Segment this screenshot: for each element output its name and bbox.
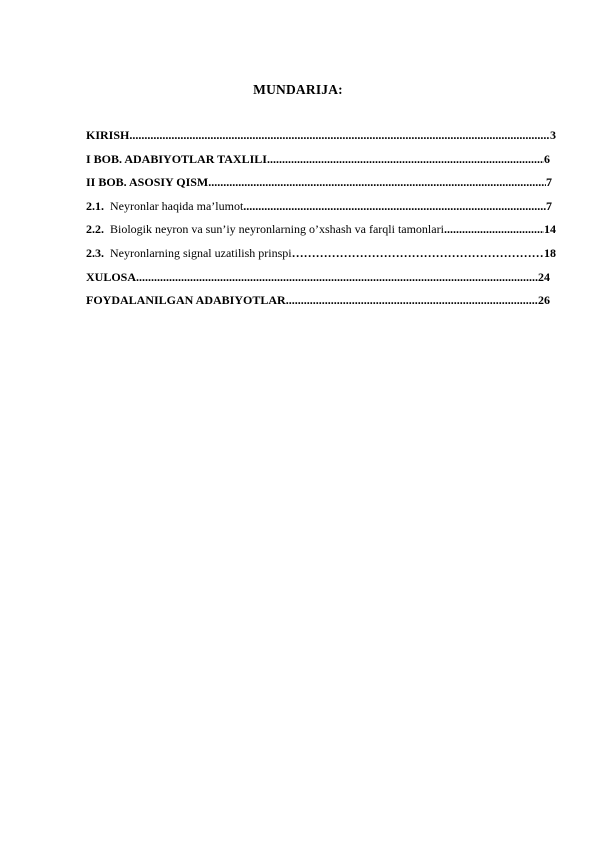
toc-entry-xulosa[interactable]	[86, 270, 550, 294]
toc-page-number: 24	[538, 269, 550, 284]
toc-dot-leader	[286, 293, 538, 308]
toc-entry-label: Neyronlarning signal uzatilish prinspi	[110, 245, 292, 260]
toc-page-number: 14	[544, 222, 556, 237]
toc-entry-label: XULOSA	[86, 269, 137, 284]
toc-entry-label: I BOB. ADABIYOTLAR TAXLILI	[86, 151, 267, 166]
toc-entry-label: II BOB. ASOSIY QISM	[86, 175, 209, 190]
toc-entry-2-2[interactable]	[86, 222, 556, 246]
toc-page-number: 3	[550, 128, 556, 142]
page-title: MUNDARIJA:	[253, 82, 343, 97]
toc-entry-2-1[interactable]	[86, 199, 552, 223]
toc-entry-label: Neyronlar haqida ma’lumot	[110, 198, 244, 213]
toc-page-number: 6	[544, 151, 550, 166]
toc-dot-leader	[243, 199, 546, 214]
toc-page-number: 26	[538, 293, 550, 308]
toc-dot-leader	[208, 175, 546, 190]
toc-entry-foydalanilgan-adabiyotlar[interactable]	[86, 293, 550, 317]
toc-dot-leader	[292, 246, 544, 261]
toc-dot-leader	[444, 222, 544, 237]
toc-entry-2-3[interactable]	[86, 246, 556, 270]
toc-page-number: 7	[546, 198, 552, 213]
toc-entry-asosiy-qism[interactable]	[86, 175, 552, 199]
toc-entry-label: Biologik neyron va sun’iy neyronlarning o’xshash va farqli tamonlari	[110, 222, 444, 237]
toc-page-number: 7	[546, 175, 552, 190]
table-of-contents	[86, 128, 556, 317]
toc-dot-leader	[267, 152, 544, 167]
toc-section-number: 2.2.	[86, 222, 104, 237]
toc-entry-label: FOYDALANILGAN ADABIYOTLAR	[86, 293, 286, 308]
toc-dot-leader	[129, 128, 550, 143]
toc-entry-adabiyotlar-taxlili[interactable]	[86, 152, 550, 176]
toc-section-number: 2.1.	[86, 198, 104, 213]
toc-entry-kirish[interactable]	[86, 128, 556, 152]
toc-section-number: 2.3.	[86, 245, 104, 260]
toc-dot-leader	[136, 270, 538, 285]
toc-entry-label: KIRISH	[86, 128, 130, 142]
toc-page-number: 18	[544, 245, 556, 260]
